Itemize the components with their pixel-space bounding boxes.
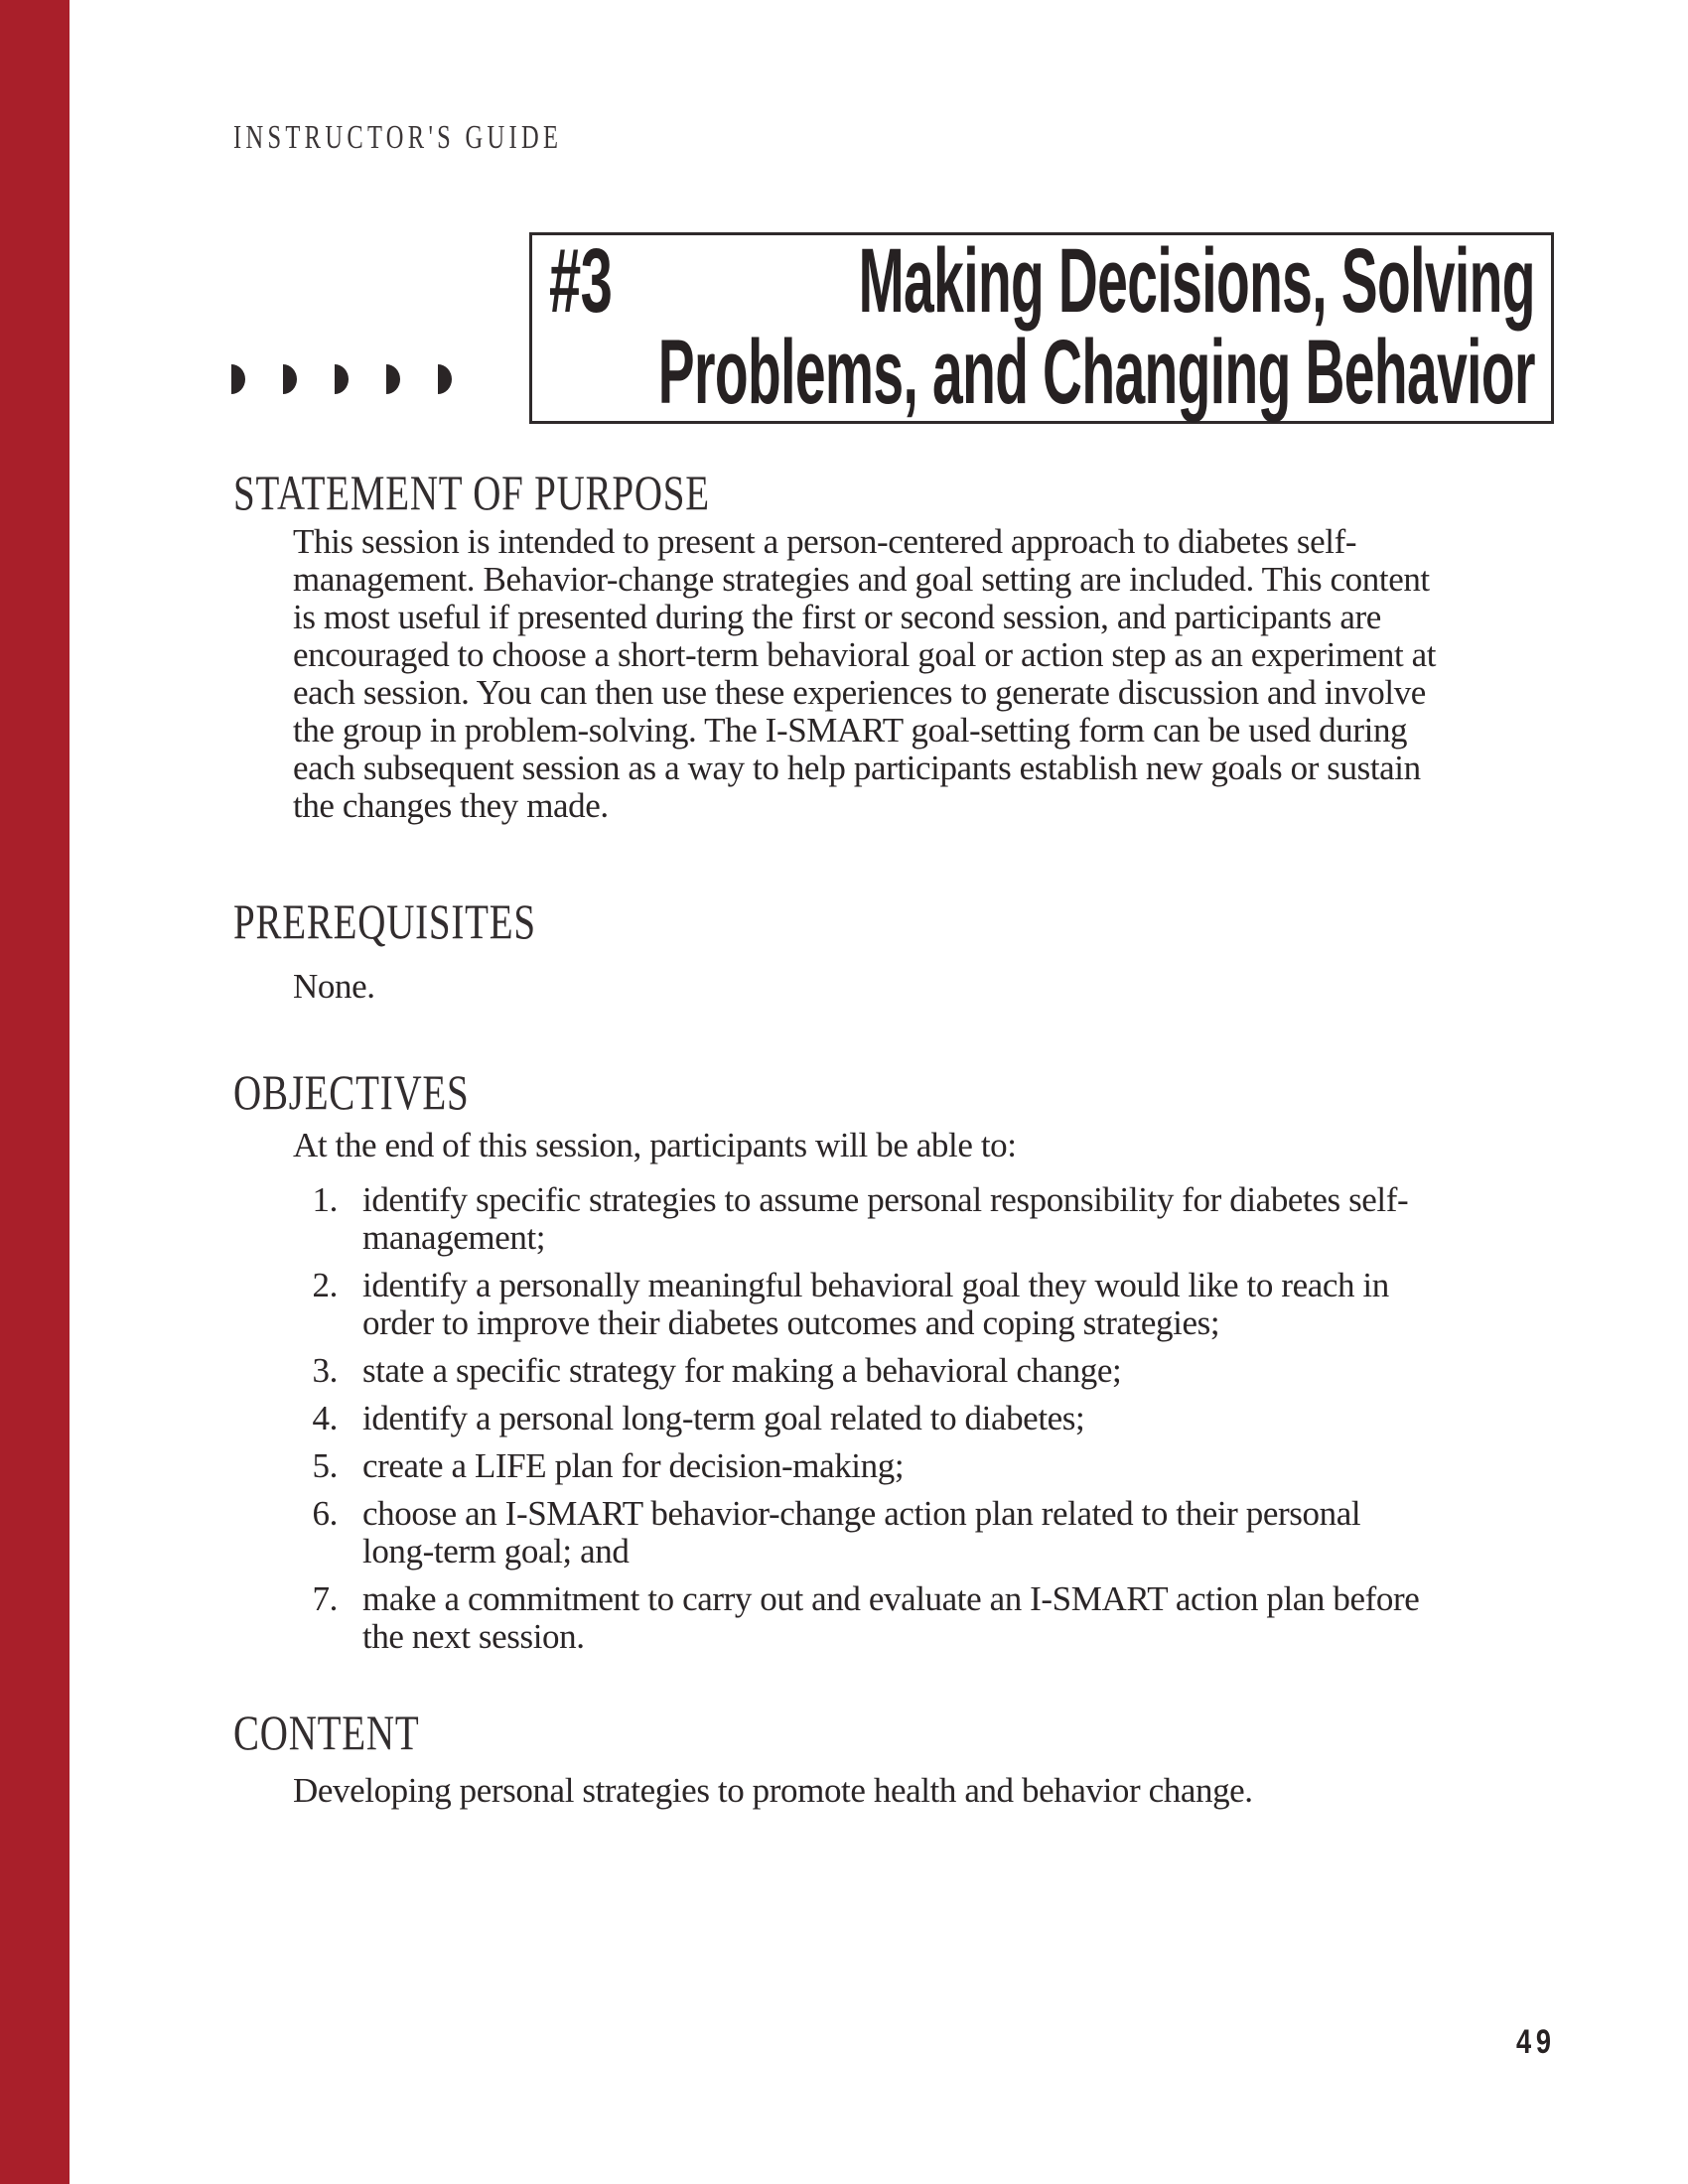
objective-item — [293, 1495, 1435, 1570]
purpose-body: This session is intended to present a person-centered approach to diabetes self-management. Behavior-change strategies and goal setting are included. This content is most useful if presented during the first or second session, and participants are encouraged to choose a short-term behavioral goal or action step as an experiment at each session. You can then use these experiences to generate discussion and involve the group in problem-solving. The I-SMART goal-setting form can be used during each subsequent session as a way to help participants establish new goals or sustain the changes they made. — [293, 522, 1437, 825]
objective-text: identify a personal long-term goal related to diabetes; — [362, 1399, 1085, 1437]
objective-number: 2. — [312, 1266, 338, 1304]
objectives-block — [293, 1127, 1435, 1666]
session-title-line-2: Problems, and Changing Behavior — [657, 322, 1535, 423]
objective-number: 6. — [312, 1494, 338, 1533]
section-marker-row — [231, 364, 486, 394]
objective-text: create a LIFE plan for decision-making; — [362, 1446, 905, 1485]
objective-item — [293, 1181, 1435, 1257]
half-disc-bullet-icon — [231, 364, 245, 394]
running-header: INSTRUCTOR'S GUIDE — [233, 119, 563, 156]
objective-number: 3. — [312, 1351, 338, 1390]
half-disc-bullet-icon — [438, 364, 452, 394]
objective-item — [293, 1267, 1435, 1342]
half-disc-bullet-icon — [335, 364, 349, 394]
half-disc-bullet-icon — [386, 364, 400, 394]
objectives-intro: At the end of this session, participants will be able to: — [293, 1126, 1017, 1164]
session-title-line-1: Making Decisions, Solving — [858, 230, 1535, 332]
page-edge-accent-bar — [0, 0, 70, 2184]
session-number: #3 — [549, 230, 613, 332]
half-disc-bullet-icon — [283, 364, 297, 394]
objective-text: state a specific strategy for making a behavioral change; — [362, 1351, 1122, 1390]
objective-item — [293, 1352, 1435, 1390]
objective-number: 4. — [312, 1399, 338, 1437]
objective-item — [293, 1400, 1435, 1437]
objective-item — [293, 1580, 1435, 1656]
objectives-list — [293, 1181, 1435, 1656]
objective-number: 1. — [312, 1180, 338, 1219]
prerequisites-heading: PREREQUISITES — [233, 893, 536, 949]
objective-text: make a commitment to carry out and evaluate an I-SMART action plan before the next session. — [362, 1579, 1420, 1656]
objective-text: choose an I-SMART behavior-change action plan related to their personal long-term goal; and — [362, 1494, 1361, 1570]
prerequisites-body: None. — [293, 967, 375, 1006]
page-number: 49 — [1516, 2023, 1556, 2061]
objective-text: identify specific strategies to assume personal responsibility for diabetes self-management; — [362, 1180, 1409, 1257]
objective-text: identify a personally meaningful behavioral goal they would like to reach in order to improve their diabetes outcomes and coping strategies; — [362, 1266, 1389, 1342]
content-heading: CONTENT — [233, 1705, 420, 1760]
session-title-banner — [529, 232, 1554, 424]
objectives-heading: OBJECTIVES — [233, 1064, 470, 1120]
purpose-heading: STATEMENT OF PURPOSE — [233, 465, 710, 520]
content-body: Developing personal strategies to promote health and behavior change. — [293, 1771, 1253, 1810]
objective-item — [293, 1447, 1435, 1485]
objective-number: 5. — [312, 1446, 338, 1485]
objective-number: 7. — [312, 1579, 338, 1618]
